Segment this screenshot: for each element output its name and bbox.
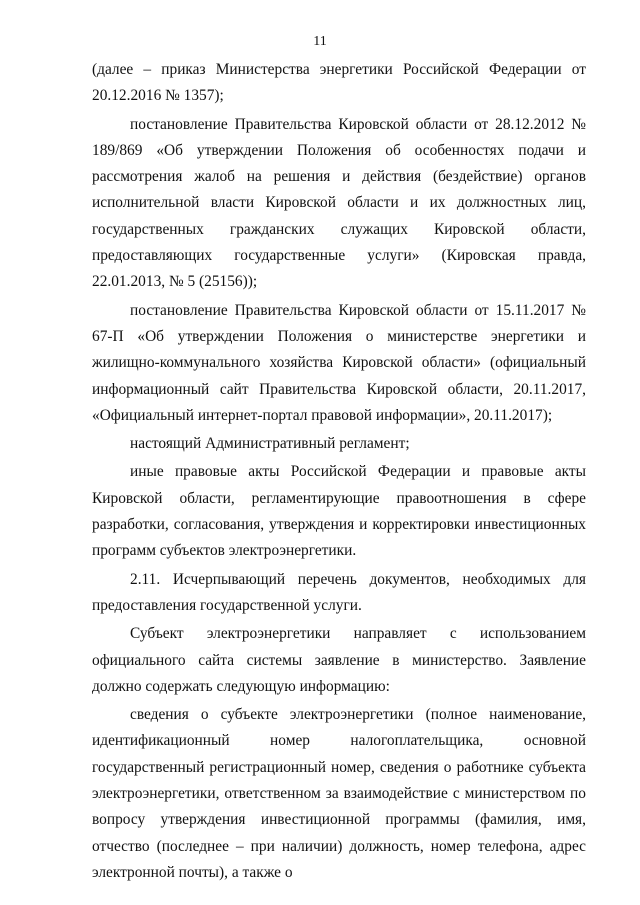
paragraph-resolution-189-869: постановление Правительства Кировской области от 28.12.2012 № 189/869 «Об утверждении Положения об особенностях подачи и рассмотрения жалоб на решения и действия (бездействие) органов исполнительной власти Кировской области и их должностных лиц, государственных гражданских служащих Кировской области, предоставляющих государственные услуги» (Кировская правда, 22.01.2013, № 5 (25156)); (92, 115, 586, 291)
page-number: 11 (313, 34, 327, 49)
section-heading-2-11: 2.11. Исчерпывающий перечень документов, необходимых для предоставления государственной услуги. (92, 570, 586, 614)
document-body (92, 57, 586, 886)
paragraph-order-reference: (далее – приказ Министерства энергетики Российской Федерации от 20.12.2016 № 1357); (92, 61, 586, 105)
paragraph-resolution-67-p: постановление Правительства Кировской области от 15.11.2017 № 67-П «Об утверждении Положения о министерстве энергетики и жилищно-коммунального хозяйства Кировской области» (официальный информационный сайт Правительства Кировской области, 20.11.2017, «Официальный интернет-портал правовой информации», 20.11.2017); (92, 301, 586, 424)
paragraph-other-legal-acts: иные правовые акты Российской Федерации и правовые акты Кировской области, регламентирующие правоотношения в сфере разработки, согласования, утверждения и корректировки инвестиционных программ субъектов электроэнергетики. (92, 463, 586, 560)
paragraph-application-submission: Субъект электроэнергетики направляет с использованием официального сайта системы заявление в министерство. Заявление должно содержать следующую информацию: (92, 625, 586, 695)
paragraph-entity-information: сведения о субъекте электроэнергетики (полное наименование, идентификационный номер налогоплательщика, основной государственный регистрационный номер, сведения о работнике субъекта электроэнергетики, ответственном за взаимодействие с министерством по вопросу утверждения инвестиционной программы (фамилия, имя, отчество (последнее – при наличии) должность, номер телефона, адрес электронной почты), а также о (92, 706, 586, 881)
paragraph-administrative-regulation: настоящий Административный регламент; (130, 435, 410, 453)
